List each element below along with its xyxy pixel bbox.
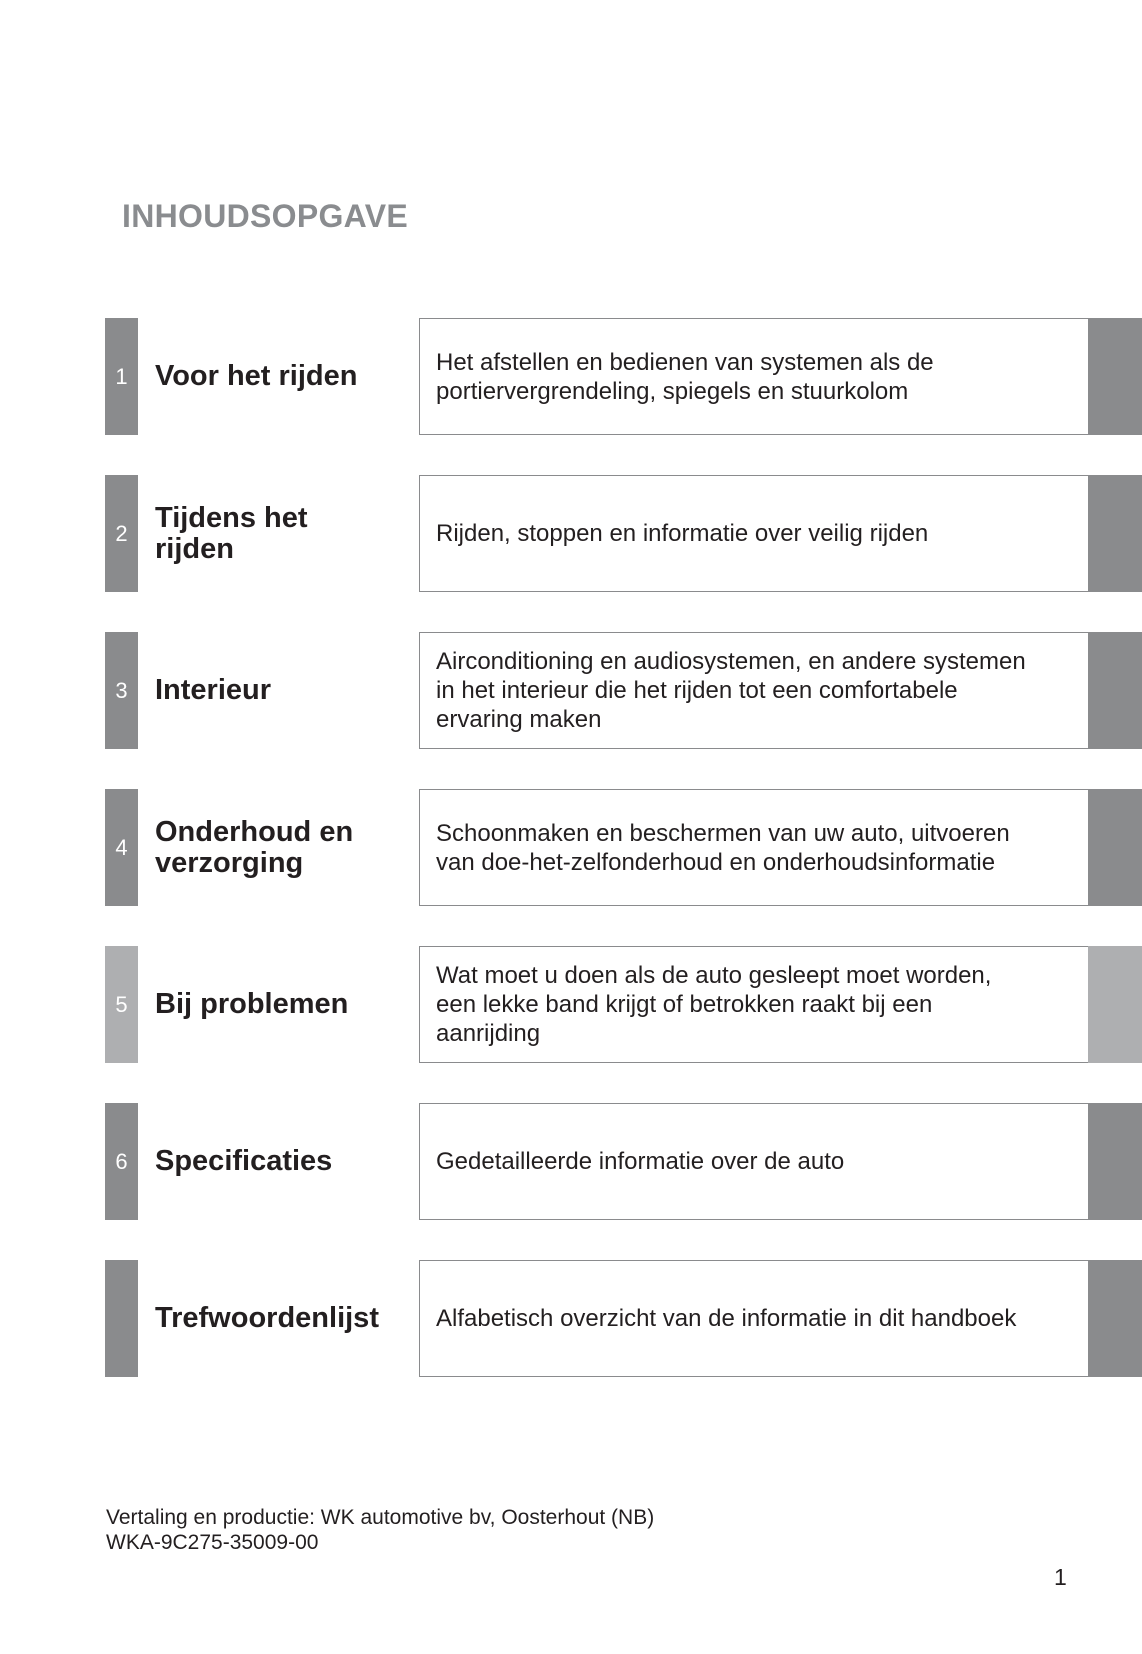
toc-entry-voor-het-rijden[interactable]	[105, 318, 1142, 435]
chapter-number-tab	[105, 1260, 138, 1377]
chapter-description-box	[419, 1260, 1088, 1377]
chapter-edge-tab	[1088, 1260, 1142, 1377]
toc-entry-bij-problemen[interactable]	[105, 946, 1142, 1063]
footer-translation-credit: Vertaling en productie: WK automotive bv, Oosterhout (NB)	[106, 1506, 655, 1529]
toc-entry-tijdens-het-rijden[interactable]	[105, 475, 1142, 592]
chapter-title[interactable]: Voor het rijden	[155, 360, 358, 392]
chapter-edge-tab	[1088, 946, 1142, 1063]
toc-entry-trefwoordenlijst[interactable]	[105, 1260, 1142, 1377]
chapter-description-box	[419, 789, 1088, 906]
chapter-number-tab: 1	[105, 318, 138, 435]
chapter-edge-tab	[1088, 632, 1142, 749]
chapter-description: Rijden, stoppen en informatie over veilig rijden	[436, 520, 929, 547]
chapter-edge-tab	[1088, 318, 1142, 435]
chapter-description: Wat moet u doen als de auto gesleept moet worden, een lekke band krijgt of betrokken raakt bij een aanrijding	[436, 962, 992, 1047]
chapter-description: Gedetailleerde informatie over de auto	[436, 1148, 845, 1175]
chapter-number-tab: 6	[105, 1103, 138, 1220]
chapter-description-box	[419, 475, 1088, 592]
toc-entry-specificaties[interactable]	[105, 1103, 1142, 1220]
chapter-description: Het afstellen en bedienen van systemen als de portiervergrendeling, spiegels en stuurkolom	[436, 348, 934, 405]
chapter-title[interactable]: Trefwoordenlijst	[155, 1302, 379, 1334]
chapter-title[interactable]: Specificaties	[155, 1145, 333, 1177]
chapter-title[interactable]: Tijdens het rijden	[155, 501, 308, 565]
chapter-description-box	[419, 1103, 1088, 1220]
chapter-title[interactable]: Interieur	[155, 674, 272, 706]
page-title: INHOUDSOPGAVE	[122, 198, 409, 234]
chapter-number-tab: 4	[105, 789, 138, 906]
chapter-description: Alfabetisch overzicht van de informatie in dit handboek	[436, 1305, 1017, 1332]
chapter-description-box	[419, 946, 1088, 1063]
chapter-description: Schoonmaken en beschermen van uw auto, uitvoeren van doe-het-zelfonderhoud en onderhoudsinformatie	[436, 819, 1010, 876]
chapter-edge-tab	[1088, 789, 1142, 906]
chapter-edge-tab	[1088, 475, 1142, 592]
chapter-number-tab: 3	[105, 632, 138, 749]
chapter-title[interactable]: Onderhoud en verzorging	[155, 815, 354, 879]
chapter-title[interactable]: Bij problemen	[155, 988, 349, 1020]
chapter-number-tab: 5	[105, 946, 138, 1063]
chapter-description-box	[419, 318, 1088, 435]
footer-credits	[106, 1505, 654, 1555]
footer-document-code: WKA-9C275-35009-00	[106, 1531, 319, 1554]
chapter-description-box	[419, 632, 1088, 749]
chapter-number-tab: 2	[105, 475, 138, 592]
chapter-edge-tab	[1088, 1103, 1142, 1220]
toc-entry-onderhoud-en-verzorging[interactable]	[105, 789, 1142, 906]
page-number: 1	[1054, 1564, 1067, 1590]
chapter-description: Airconditioning en audiosystemen, en andere systemen in het interieur die het rijden tot een comfortabele ervaring maken	[436, 648, 1026, 733]
toc-entry-interieur[interactable]	[105, 632, 1142, 749]
